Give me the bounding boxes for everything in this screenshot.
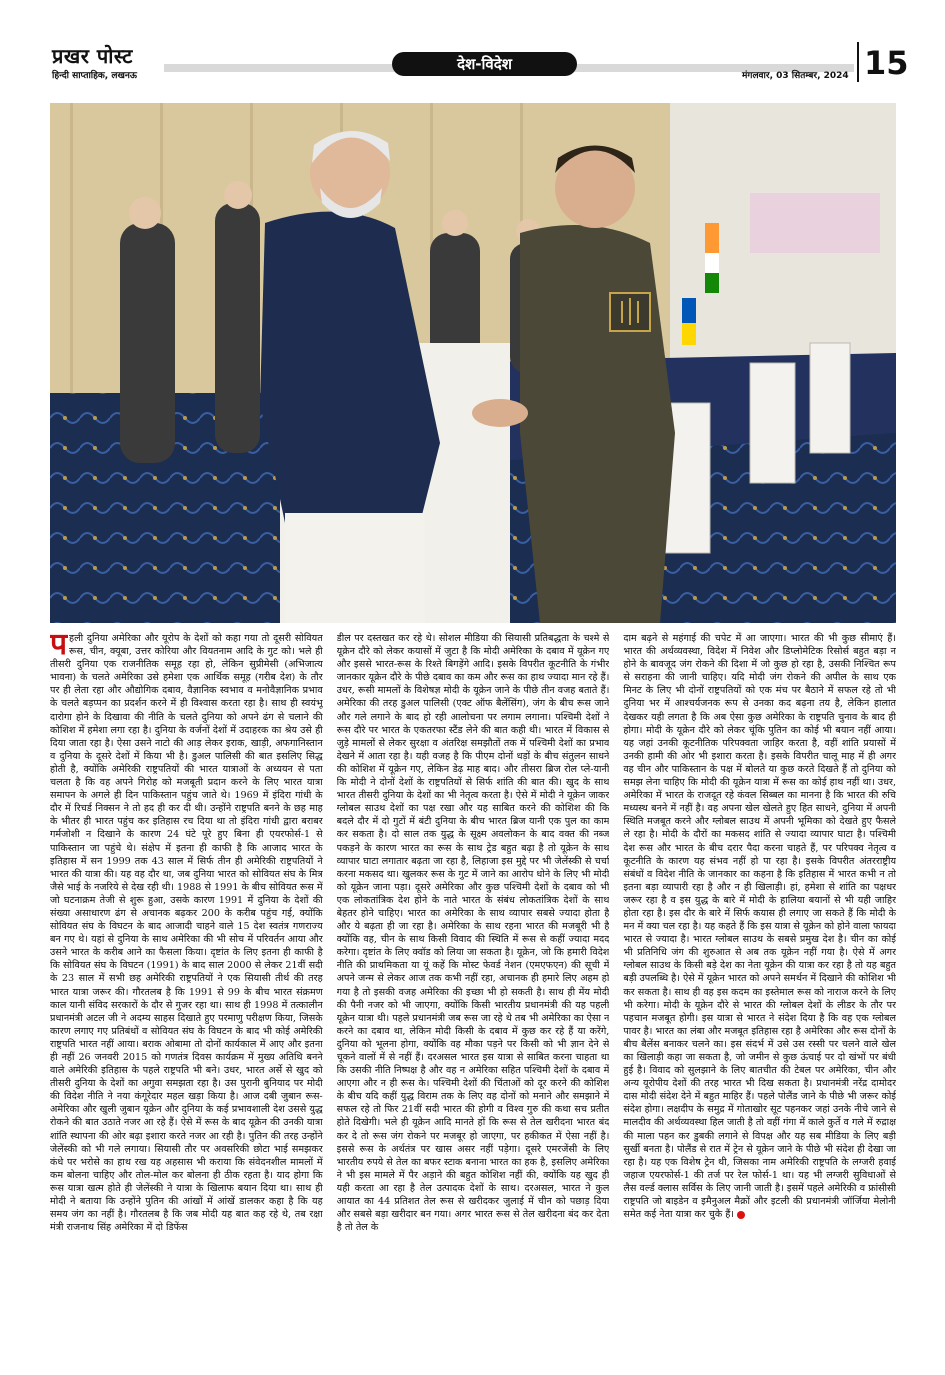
olive-figure-right [520,225,675,623]
section-label: देश-विदेश [392,52,577,76]
brand-subtitle: हिन्दी साप्ताहिक, लखनऊ [52,71,137,81]
end-mark-icon [737,1211,745,1219]
column-1-text: हली दुनिया अमेरिका और यूरोप के देशों को कहा गया तो दूसरी सोवियत रूस, चीन, क्यूबा, उत्तर कोरिया और वियतनाम आदि के गुट को। भले ही तीसरी दुनिया एक राजनीतिक समूह रहा हो, लेकिन सुप्रीमेसी (अभिजात्य भावना) के चलते अमेरिका उसे हमेशा एक आर्थिक समूह (गरीब देश) के तौर पर ही लेता रहा और औद्योगिक दबाव, वैज्ञानिक स्वभाव व मनोवैज्ञानिक प्रभाव के चलते बड़प्पन का प्रदर्शन करने में ही विश्वास करता रहा है। साथ ही स्वयंभू दारोगा होने के दिखावा की नीति के चलते दुनिया को अपने ढंग से चलाने की कोशिश में हमेशा लगा रहा है। दुनिया के वर्जनों देशों में उदाहरक का श्रेय उसे ही दिया जाता रहा है। ऐसा उसने नाटो की आड़ लेकर इराक, खाड़ी, अफगानिस्तान व दुनिया के दूसरे देशों में किया भी है। डुअल पालिसी की बात इसलिए सिद्ध होती है, क्योंकि अमेरिकी राष्ट्रपतियों की भारत यात्राओं के अध्ययन से पता चलता है कि वह अपने गिरोह को मजबूती प्रदान करने के लिए भारत यात्रा समापन के अगले ही दिन पाकिस्तान पहुंच जाते थे। 1969 में इंदिरा गांधी के दौर में रिचर्ड निक्सन ने तो हद ही कर दी थी। उन्होंने राष्ट्रपति बनने के छह माह के भीतर ही भारत पहुंच कर इतिहास रच दिया था तो इंदिरा गांधी द्वारा बराबर गर्मजोशी न दिखाने के कारण 24 घंटे पूरे हुए बिना ही एयरफोर्स-1 से पाकिस्तान जा पहुंचे थे। संक्षेप में इतना ही काफी है कि आजाद भारत के इतिहास में सन 1999 तक 43 साल में सिर्फ तीन ही अमेरिकी राष्ट्रपतियों ने भारत की यात्रा की। यह वह दौर था, जब दुनिया भारत को सोवियत संघ के मित्र जैसे भाई के नजरिये से देख रही थी। 1988 से 1991 के बीच सोवियत रूस में जो घटनाक्रम तेजी से शुरू हुआ, उसके कारण 1991 में दुनिया के देशों की संख्या असाधारण ढंग से अचानक बढ़कर 200 के करीब पहुंच गई, क्योंकि सोवियत संघ के विघटन के बाद आजादी चाहने वाले 15 देश स्वतंत्र गणराज्य बन गए थे। यहां से दुनिया के साथ अमेरिका की भी सोच में परिवर्तन आया और उसने भारत के करीब आने का फैसला किया। दृष्टांत के लिए इतना ही काफी है कि सोवियत संघ के विघटन (1991) के बाद साल 2000 से लेकर 21वीं सदी के 23 साल में सभी छह अमेरिकी राष्ट्रपतियों ने एक सियासी तीर्थ की तरह भारत यात्रा जरूर की। गौरतलब है कि 1991 से 99 के बीच भारत संक्रमण काल यानी संविद सरकारों के दौर से गुजर रहा था। साथ ही 1998 में तत्कालीन प्रधानमंत्री अटल जी ने अदम्य साहस दिखाते हुए परमाणु परीक्षण किया, जिसके कारण लगाए गए प्रतिबंधों व सोवियत संघ के विघटन के बाद भी कोई अमेरिकी राष्ट्रपति भारत नहीं आया। बराक ओबामा तो दोनों कार्यकाल में आए और इतना ही नहीं 26 जनवरी 2015 को गणतंत्र दिवस कार्यक्रम में मुख्य अतिथि बनने वाले अमेरिकी इतिहास के पहले राष्ट्रपति भी बने। उधर, भारत अर्से से खुद को तीसरी दुनिया के देशों का अगुवा समझता रहा है। उस पुरानी बुनियाद पर मोदी की विदेश नीति ने नया कंगूरेदार महल खड़ा किया है। आज दबी जुबान रूस-अमेरिका और खुली जुबान यूक्रेन और दुनिया के कई प्रभावशाली देश उससे युद्ध रोकने की बात उठाते नजर आ रहे हैं। ऐसे में रूस के बाद यूक्रेन की उनकी यात्रा शांति स्थापना की ओर बढ़ा इशारा करते नजर आ रही है। पुतिन की तरह उन्होंने जेलेंस्की को भी गले लगाया। सियासी तौर पर अवसरिकी छोटा भाई समझकर कंधे पर भरोसे का हाथ रख यह अहसास भी कराया कि संवेदनशील मामलों में कम बोलना चाहिए और तोल-मोल कर बोलना ही ठीक रहता है। याद होगा कि रूस यात्रा खत्म होते ही जेलेंस्की ने यात्रा के खिलाफ बयान दिया था। साथ ही मोदी ने बताया कि उन्होंने पुतिन की आंखों में आंखें डालकर कहा है कि यह समय जंग का नहीं है। गौरतलब है कि जब मोदी यह बात कह रहे थे, तब रक्षा मंत्री राजनाथ सिंह अमेरिका में दो डिफेंस [50,633,323,1234]
issue-date: मंगलवार, 03 सितम्बर, 2024 [742,71,849,81]
article-column-1 [50,632,323,1332]
brand-title: प्रखर पोस्ट [52,44,133,68]
news-photo [50,103,896,623]
page-number: 15 [864,44,909,82]
drop-cap: प [50,632,68,662]
flag-ukraine [682,298,696,323]
article-body [50,632,896,1332]
header-divider [857,42,859,82]
column-2-text: डील पर दस्तखत कर रहे थे। सोशल मीडिया की सियासी प्रतिबद्धता के चश्मे से यूक्रेन दौरे को लेकर कयासों में जुटा है कि मोदी अमेरिका के दबाव में यूक्रेन गए और इससे भारत-रूस के रिश्ते बिगड़ेंगे आदि। इसके विपरीत कूटनीति के गंभीर जानकार यूक्रेन दौरे के पीछे दबाव का कम और रूस का हाथ ज्यादा मान रहे हैं। उधर, रूसी मामलों के विशेषज्ञ मोदी के यूक्रेन जाने के पीछे तीन वजह बताते हैं। अमेरिका की तरह डुअल पालिसी (एक्ट ऑफ बैलेंसिंग), जंग के बीच रूस जाने और गले लगाने के बाद हो रही आलोचना पर लगाम लगाना। पश्चिमी देशों ने रूस दौरे पर भारत के एकतरफा स्टैंड लेने की बात कही थी। भारत में विकास से जुड़े मामलों से लेकर सुरक्षा व अंतरिक्ष समझौतों तक में पश्चिमी देशों का प्रभाव देखने में आता रहा है। यही वजह है कि पीएम दोनों धड़ों के बीच संतुलन साधने की कोशिश में यूक्रेन गए, लेकिन डेढ़ माह बाद। और तीसरा ब्रिज रोल प्ले-यानी कि मोदी ने दोनों देशों के राष्ट्रपतियों से सिर्फ शांति की बात की। खुद के साथ भारत तीसरी दुनिया के देशों का भी नेतृत्व करता है। ऐसे में मोदी ने यूक्रेन जाकर ग्लोबल साउथ देशों का पक्ष रखा और यह साबित करने की कोशिश की कि बदले दौर में दो गुटों में बंटी दुनिया के बीच भारत ब्रिज यानी एक पुल का काम कर सकता है। दो साल तक युद्ध के सूक्ष्म अवलोकन के बाद वक्त की नब्ज पकड़ने के कारण भारत का रूस के साथ ट्रेड बहुत बढ़ा है तो यूक्रेन के साथ व्यापार घाटा लगातार बढ़ता जा रहा है, लिहाजा इस मुद्दे पर भी जेलेंस्की से चर्चा करना मकसद था। खुलकर रूस के गुट में जाने का आरोप धोने के लिए भी मोदी को यूक्रेन जाना पड़ा। दूसरे अमेरिका और कुछ पश्चिमी देशों के दबाव को भी एक लोकतांत्रिक देश होने के नाते भारत के संबंध लोकतांत्रिक देशों के साथ बेहतर होने चाहिए। भारत का अमेरिका के साथ व्यापार सबसे ज्यादा होता है और ये बढ़ता ही जा रहा है। अमेरिका के साथ रहना भारत की मजबूरी भी है क्योंकि वह, चीन के साथ किसी विवाद की स्थिति में रूस से कहीं ज्यादा मदद करेगा। दृष्टांत के लिए क्वॉड को लिया जा सकता है। यूक्रेन, जो कि हमारी विदेश नीति की प्राथमिकता या यूं कहें कि मोस्ट फेवर्ड नेशन (एमएफएन) की सूची में अपने जन्म से लेकर आज तक कभी नहीं रहा, अचानक ही हमारे लिए अहम हो गया है तो इसकी वजह अमेरिका की इच्छा भी हो सकती है। साथ ही मेंय मोदी की पैनी नजर को भी जाएगा, क्योंकि किसी भारतीय प्रधानमंत्री की यह पहली यूक्रेन यात्रा थी। पहले प्रधानमंत्री जब रूस जा रहे थे तब भी अमेरिका का ऐसा न करने का दबाव था, लेकिन मोदी किसी के दबाव में कुछ कर रहे हैं या करेंगे, दुनिया को भूलना होगा, क्योंकि वह मौका पड़ने पर किसी को भी ज्ञान देने से चूकने वालों में से नहीं हैं। दरअसल भारत इस यात्रा से साबित करना चाहता था कि उसकी नीति निष्पक्ष है और वह न अमेरिका सहित पश्चिमी देशों के दबाव में आएगा और न ही रूस के। पश्चिमी देशों की चिंताओं को दूर करने की कोशिश के बीच यदि कहीं युद्ध विराम तक के लिए वह दोनों को मनाने और समझाने में सफल रहे तो फिर 21वीं सदी भारत की होगी व विश्व गुरु की कथा सच प्रतीत होते दिखेगी। भले ही यूक्रेन आदि मानते हों कि रूस से तेल खरीदना भारत बंद कर दे तो रूस जंग रोकने पर मजबूर हो जाएगा, पर हकीकत में ऐसा नहीं है। इससे रूस के अर्थतंत्र पर खास असर नहीं पड़ेगा। दूसरे एमरजेंसी के लिए भारतीय रुपये से तेल का बफर स्टाक बनाना भारत का हक है, इसलिए अमेरिका ने भी इस मामले में पैर अड़ाने की बहुत कोशिश नहीं की, क्योंकि यह खुद ही यही करता आ रहा है तेल उत्पादक देशों के साथ। दरअसल, भारत ने कुल आयात का 44 प्रतिशत तेल रूस से खरीदकर जुलाई में चीन को पछाड़ दिया और सबसे बड़ा खरीदार बन गया। अगर भारत रूस से तेल खरीदना बंद कर देता है तो तेल के [336,633,610,1234]
article-column-2 [337,632,610,1332]
article-column-3 [623,632,896,1332]
masthead [52,42,909,86]
handshake [472,399,528,427]
column-3-text: दाम बढ़ने से महंगाई की चपेट में आ जाएगा। भारत की भी कुछ सीमाएं हैं। भारत की अर्थव्यवस्था, विदेश में निवेश और डिप्लोमेटिक रिसोर्स बहुत बड़ा न होने के बावजूद जंग रोकने की दिशा में जो कुछ हो रहा है, उसकी निश्चित रूप से सराहना की जानी चाहिए। यदि मोदी जंग रोकने की अपील के साथ एक मिनट के लिए भी दोनों राष्ट्रपतियों को एक मंच पर बैठाने में सफल रहे तो भी दुनिया भर में आश्चर्यजनक रूप से उनका कद बढ़ना तय है, लेकिन हालात देखकर यही लगता है कि अब ऐसा कुछ अमेरिका के राष्ट्रपति चुनाव के बाद ही होगा। मोदी के यूक्रेन दौरे को लेकर चूंकि पुतिन का कोई भी बयान नहीं आया। यह जहां उनकी कूटनीतिक परिपक्वता जाहिर करता है, वहीं शांति प्रयासों में उनकी हामी की ओर भी इशारा करता है। इसके विपरीत चालू माह में ही अगर वह चीन और पाकिस्तान के पक्ष में बोलते या कुछ करते दिखते हैं तो दुनिया को समझ लेना चाहिए कि मोदी की यूक्रेन यात्रा में रूस का कोई हाथ नहीं था। उधर, अमेरिका में भारत के राजदूत रहे कंवल सिब्बल का मानना है कि भारत की रुचि मध्यस्थ बनने में नहीं है। वह अपना खेल खेलते हुए हित साधने, दुनिया में अपनी स्थिति मजबूत करने और ग्लोबल साउथ में अपनी भूमिका को देखते हुए फैसले ले रहा है। मोदी के दौरों का मकसद शांति से ज्यादा व्यापार घाटा है। पश्चिमी देश रूस और भारत के बीच दरार पैदा करना चाहते हैं, पर परिपक्व नेतृत्व व कूटनीति के कारण यह संभव नहीं हो पा रहा है। इसके विपरीत अंतरराष्ट्रीय संबंधों व विदेश नीति के जानकार का कहना है कि इतिहास में भारत कभी न तो इतना बड़ा व्यापारी रहा है और न ही खिलाड़ी। हां, हमेशा से शांति का पक्षधर जरूर रहा है व इस युद्ध के बारे में मोदी के हालिया बयानों से भी यही जाहिर होता रहा है। इस दौर के बारे में सिर्फ कयास ही लगाए जा सकते हैं कि मोदी के मन में क्या चल रहा है। यह कहते हैं कि इस यात्रा से यूक्रेन को होने वाला फायदा भारत से ज्यादा है। भारत ग्लोबल साउथ के सबसे प्रमुख देश है। चीन का कोई भी प्रतिनिधि जंग की शुरुआत से अब तक यूक्रेन नहीं गया है। ऐसे में अगर ग्लोबल साउथ के किसी बड़े देश का नेता यूक्रेन की यात्रा कर रहा है तो यह बहुत बड़ी उपलब्धि है। ऐसे में यूक्रेन भारत को अपने समर्थन में दिखाने की कोशिश भी कर सकता है। साथ ही वह इस कदम का इस्तेमाल रूस को नाराज करने के लिए भी करेगा। मोदी के यूक्रेन दौरे से भारत की ग्लोबल देशों के लीडर के तौर पर पहचान मजबूत होगी। इस यात्रा से भारत ने संदेश दिया है कि वह एक ग्लोबल पावर है। भारत का लंबा और मजबूत इतिहास रहा है अमेरिका और रूस दोनों के बीच बैलेंस बनाकर चलने का। इस संदर्भ में उसे उस रस्सी पर चलने वाले खेल का खिलाड़ी कहा जा सकता है, जो जमीन से कुछ ऊंचाई पर दो खंभों पर बंधी हुई है। विवाद को सुलझाने के लिए बातचीत की टेबल पर अमेरिका, चीन और अन्य यूरोपीय देशों की तरह भारत भी दिख सकता है। प्रधानमंत्री नरेंद्र दामोदर दास मोदी संदेश देने में बहुत माहिर हैं। पहले पोलैंड जाने के पीछे भी जरूर कोई संदेश होगा। लक्षदीप के समुद्र में गोताखोर सूट पहनकर जहां उनके नीचे जाने से मालदीव की अर्थव्यवस्था हिल जाती है तो वहीं गंगा में काले कुर्ते व गले में रुद्राक्ष की माला पहन कर डुबकी लगाने से विपक्ष और यह सब मीडिया के लिए बड़ी सुर्खी बनता है। पोलैंड से रात में ट्रेन से यूक्रेन जाने के पीछे भी संदेश ही देखा जा रहा है। यह एक विशेष ट्रेन थी, जिसका नाम अमेरिकी राष्ट्रपति के लग्जरी हवाई जहाज एयरफोर्स-1 की तर्ज पर रेल फोर्स-1 था। यह भी लग्जरी सुविधाओं से लैस वर्ल्ड क्लास सर्विस के लिए जानी जाती है। इसमें पहले अमेरिकी व फ्रांसीसी राष्ट्रपति जो बाइडेन व इमैनुअल मैक्रों और इटली की प्रधानमंत्री जॉर्जिया मेलोनी समेत कई नेता यात्रा कर चुके हैं। [623,633,897,1221]
photo-illustration [50,103,896,623]
